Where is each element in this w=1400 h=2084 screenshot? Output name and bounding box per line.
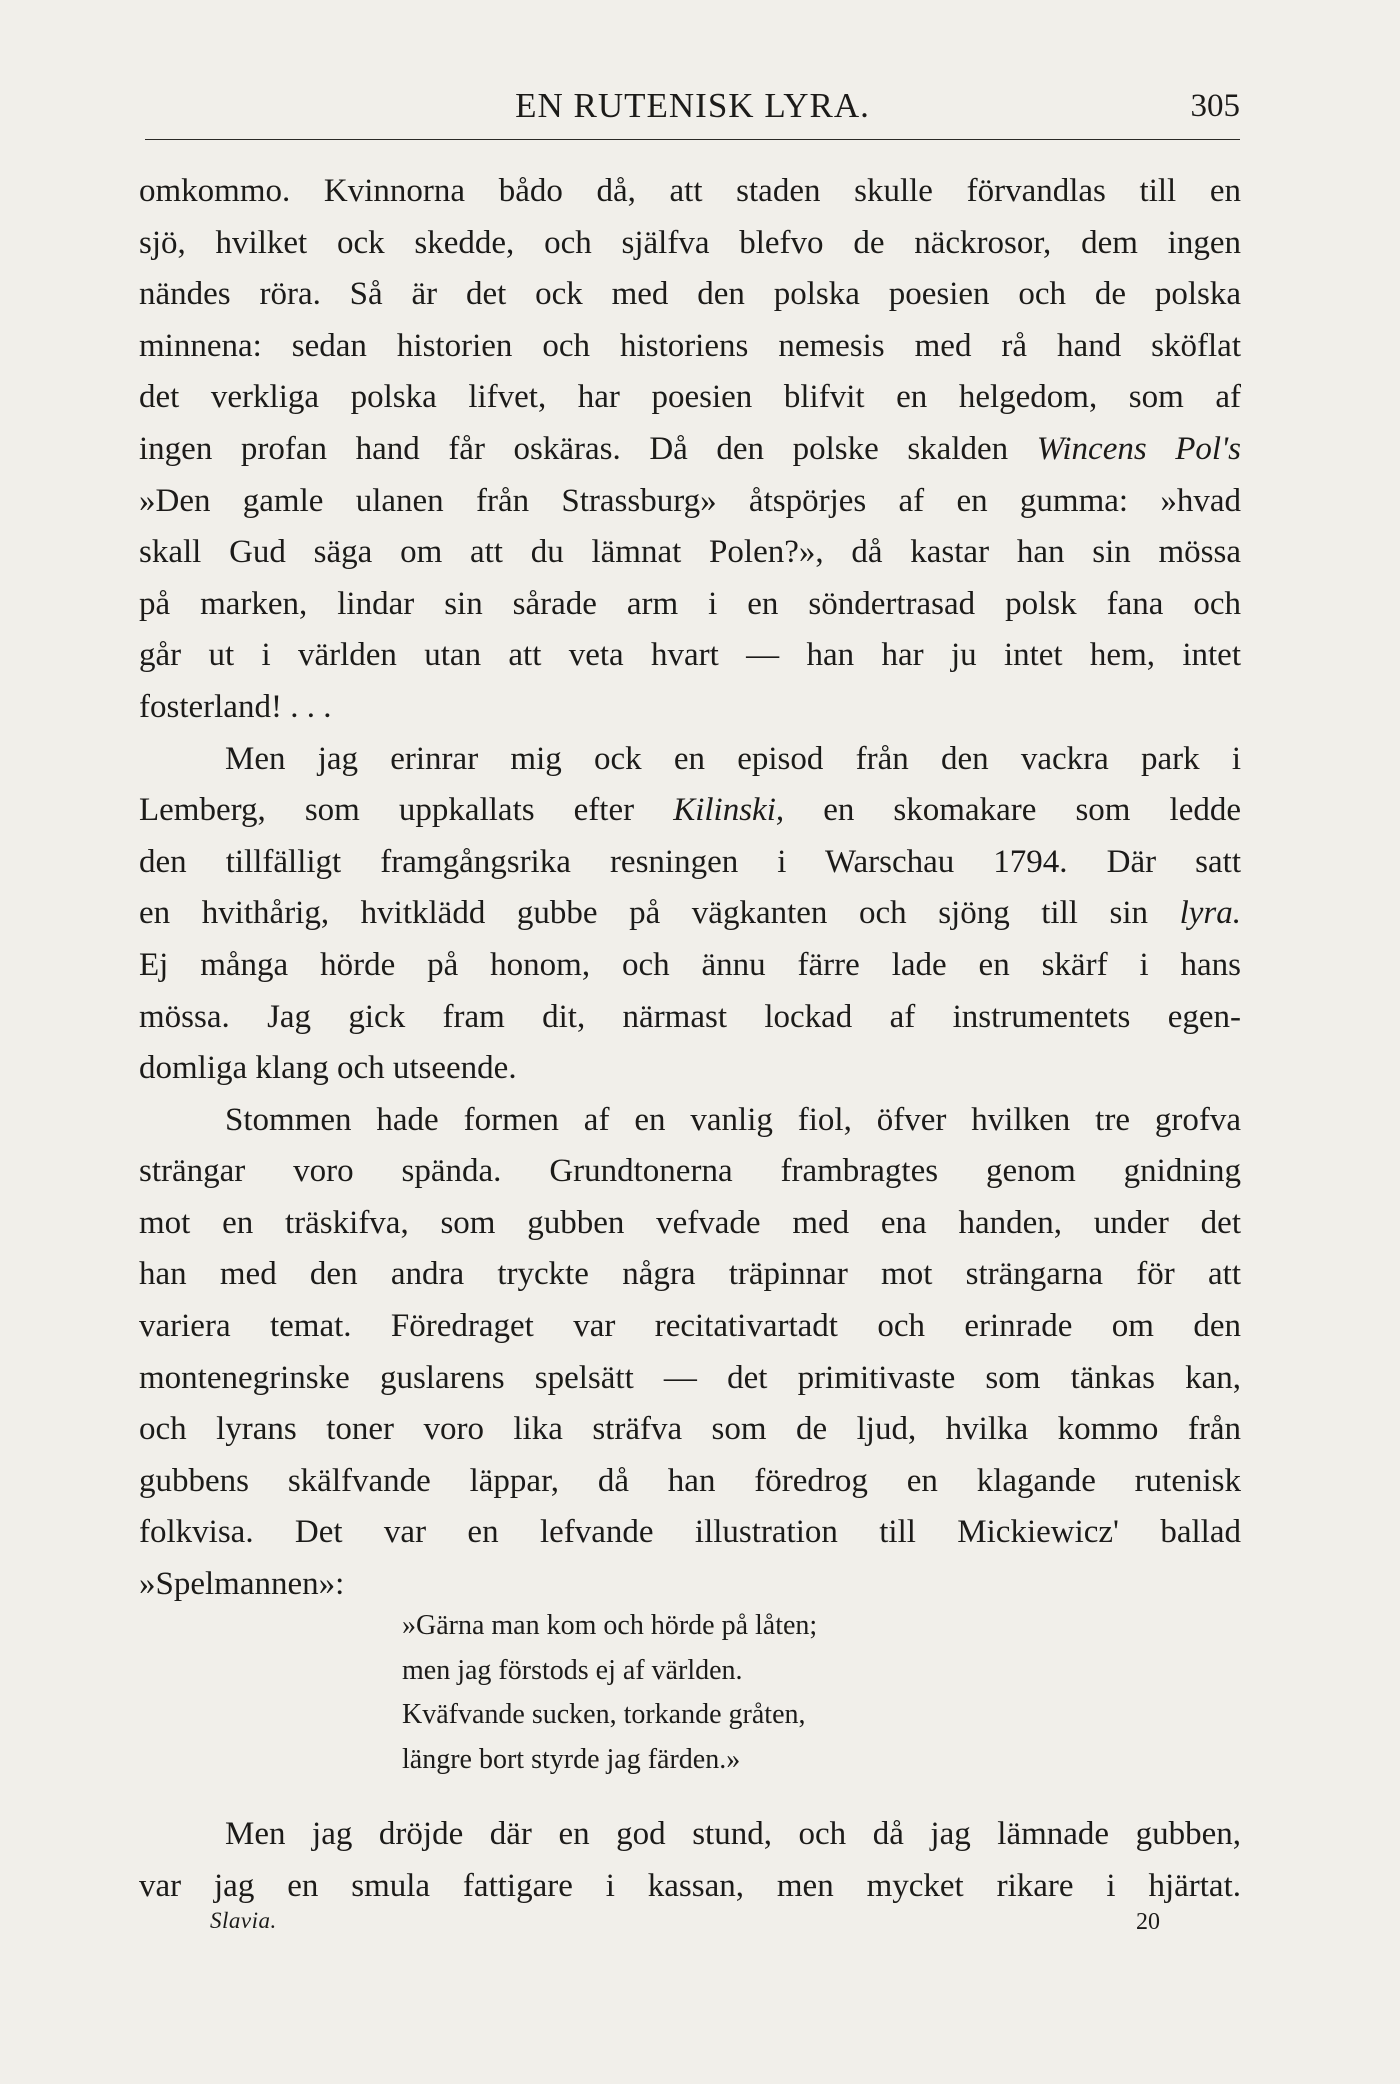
- lyra-word: lyra.: [1179, 895, 1241, 932]
- page-number: 305: [1190, 88, 1240, 124]
- text-line: går ut i världen utan att veta hvart — han har ju intet hem, intet: [139, 637, 1241, 674]
- text-line: mössa. Jag gick fram dit, närmast lockad af instrumentets egen-: [139, 998, 1241, 1035]
- sheet-number: 20: [1136, 1909, 1160, 1935]
- text-line: [139, 424, 1241, 476]
- verse-line: men jag förstods ej af världen.: [402, 1654, 743, 1686]
- text-line: strängar voro spända. Grundtonerna frambragtes genom gnidning: [139, 1153, 1241, 1190]
- text-line: omkommo. Kvinnorna bådo då, att staden skulle förvandlas till en: [139, 173, 1241, 209]
- text-line: variera temat. Föredraget var recitativartadt och erinrade om den: [139, 1308, 1241, 1345]
- text-segment: Lemberg, som uppkallats efter: [139, 792, 674, 829]
- text-line: montenegrinske guslarens spelsätt — det primitivaste som tänkas kan,: [139, 1359, 1241, 1396]
- text-line: mot en träskifva, som gubben vefvade med ena handen, under det: [139, 1204, 1241, 1241]
- text-line: den tillfälligt framgångsrika resningen i Warschau 1794. Där satt: [139, 843, 1241, 880]
- body-text: [139, 166, 1241, 1611]
- text-line: »Den gamle ulanen från Strassburg» åtspörjes af en gumma: »hvad: [139, 482, 1241, 519]
- text-line: sjö, hvilket ock skedde, och själfva blefvo de näckrosor, dem ingen: [139, 224, 1241, 261]
- text-line: minnena: sedan historien och historiens nemesis med rå hand sköflat: [139, 327, 1241, 364]
- closing-paragraph: [139, 1808, 1241, 1911]
- text-line: folkvisa. Det var en lefvande illustration till Mickiewicz' ballad: [139, 1514, 1241, 1551]
- text-segment: ingen profan hand får oskäras. Då den polske skalden: [139, 430, 1037, 467]
- paragraph-start-line: Men jag dröjde där en god stund, och då jag lämnade gubben,: [225, 1816, 1241, 1852]
- text-line: »Spelmannen»:: [139, 1566, 345, 1603]
- verse-quotation: [402, 1604, 817, 1782]
- text-line: domliga klang och utseende.: [139, 1050, 517, 1087]
- header-rule: [145, 139, 1240, 140]
- text-line: gubbens skälfvande läppar, då han föredrog en klagande rutenisk: [139, 1462, 1241, 1499]
- text-line: skall Gud säga om att du lämnat Polen?», då kastar han sin mössa: [139, 534, 1241, 571]
- text-line: nändes röra. Så är det ock med den polska poesien och de polska: [139, 276, 1241, 313]
- text-line: [139, 785, 1241, 837]
- text-segment: en hvithårig, hvitklädd gubbe på vägkanten och sjöng till sin: [139, 895, 1180, 932]
- text-line: på marken, lindar sin sårade arm i en söndertrasad polsk fana och: [139, 585, 1241, 622]
- verse-line: längre bort styrde jag färden.»: [402, 1743, 741, 1775]
- text-line: och lyrans toner voro lika sträfva som de ljud, hvilka kommo från: [139, 1411, 1241, 1448]
- text-line: var jag en smula fattigare i kassan, men mycket rikare i hjärtat.: [139, 1867, 1241, 1904]
- running-head: [145, 82, 1240, 132]
- text-line: Ej många hörde på honom, och ännu färre lade en skärf i hans: [139, 946, 1241, 983]
- text-line: fosterland! . . .: [139, 688, 332, 725]
- kilinski-name: Kilinski,: [673, 792, 785, 829]
- text-line: [139, 888, 1241, 940]
- poet-name: Wincens Pol's: [1036, 430, 1241, 467]
- text-segment: en skomakare som ledde: [784, 792, 1242, 829]
- page-footer: [210, 1908, 1160, 1948]
- text-line: han med den andra tryckte några träpinnar mot strängarna för att: [139, 1256, 1241, 1293]
- verse-line: Kväfvande sucken, torkande gråten,: [402, 1699, 806, 1731]
- signature-mark: Slavia.: [210, 1908, 277, 1933]
- verse-line: »Gärna man kom och hörde på låten;: [402, 1610, 818, 1641]
- paragraph-start-line: Men jag erinrar mig ock en episod från den vackra park i: [225, 740, 1241, 777]
- text-line: det verkliga polska lifvet, har poesien blifvit en helgedom, som af: [139, 379, 1241, 416]
- paragraph-start-line: Stommen hade formen af en vanlig fiol, öfver hvilken tre grofva: [225, 1101, 1241, 1138]
- running-title: EN RUTENISK LYRA.: [515, 86, 870, 125]
